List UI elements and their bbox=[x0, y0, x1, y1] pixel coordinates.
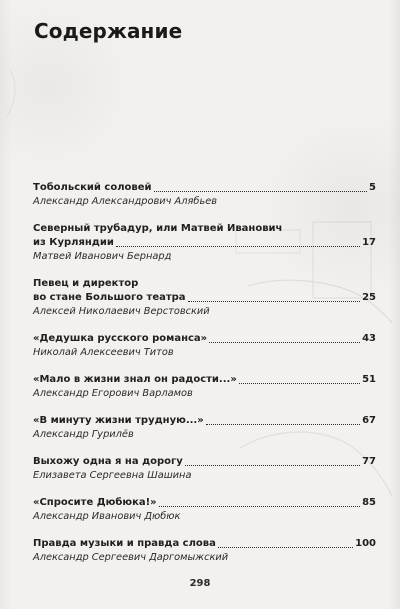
toc-page-number: 85 bbox=[362, 497, 376, 508]
toc-title-line bbox=[33, 277, 376, 291]
toc-entry-7 bbox=[33, 455, 376, 483]
toc-author: Александр Иванович Дюбюк bbox=[33, 511, 181, 522]
leader-dots bbox=[218, 547, 353, 548]
toc-entry-2 bbox=[33, 222, 376, 264]
toc-author: Александр Егорович Варламов bbox=[33, 388, 193, 399]
toc-title-line bbox=[33, 414, 376, 428]
toc-page-number: 25 bbox=[362, 292, 376, 303]
toc-entry-title: «Спросите Дюбюка!» bbox=[33, 497, 157, 508]
toc-entry-title-continued: из Курляндии bbox=[33, 237, 114, 248]
toc-title-line bbox=[33, 496, 376, 510]
toc-author: Александр Сергеевич Даргомыжский bbox=[33, 552, 229, 563]
toc-page-number: 100 bbox=[355, 538, 376, 549]
toc-title-line bbox=[33, 291, 376, 305]
toc-entry-1 bbox=[33, 181, 376, 209]
toc-page-number: 67 bbox=[362, 415, 376, 426]
toc-page-number: 43 bbox=[362, 333, 376, 344]
toc-entry-title-continued: во стане Большого театра bbox=[33, 292, 186, 303]
toc-entry-title: Певец и директор bbox=[33, 278, 139, 289]
table-of-contents bbox=[33, 181, 376, 565]
toc-page-number: 77 bbox=[362, 456, 376, 467]
toc-entry-9 bbox=[33, 537, 376, 565]
toc-author: Матвей Иванович Бернард bbox=[33, 251, 172, 262]
leader-dots bbox=[154, 191, 368, 192]
toc-page-number: 51 bbox=[362, 374, 376, 385]
leader-dots bbox=[116, 246, 360, 247]
toc-entry-8 bbox=[33, 496, 376, 524]
toc-author: Александр Александрович Алябьев bbox=[33, 196, 218, 207]
toc-title-line bbox=[33, 373, 376, 387]
toc-entry-title: «В минуту жизни трудную...» bbox=[33, 415, 204, 426]
toc-title-line bbox=[33, 455, 376, 469]
toc-entry-title: Выхожу одна я на дорогу bbox=[33, 456, 183, 467]
toc-author: Николай Алексеевич Титов bbox=[33, 347, 174, 358]
toc-entry-title: Северный трубадур, или Матвей Иванович bbox=[33, 223, 283, 234]
toc-page-number: 5 bbox=[369, 182, 376, 193]
toc-entry-3 bbox=[33, 277, 376, 319]
toc-title-line bbox=[33, 236, 376, 250]
toc-entry-5 bbox=[33, 373, 376, 401]
leader-dots bbox=[209, 342, 360, 343]
toc-page-number: 17 bbox=[362, 237, 376, 248]
toc-author: Александр Гурилёв bbox=[33, 429, 134, 440]
leader-dots bbox=[159, 506, 360, 507]
toc-title-line bbox=[33, 537, 376, 551]
toc-entry-title: Тобольский соловей bbox=[33, 182, 152, 193]
toc-author: Елизавета Сергеевна Шашина bbox=[33, 470, 192, 481]
page-number: 298 bbox=[189, 578, 211, 589]
page-title: Содержание bbox=[34, 19, 183, 43]
toc-author: Алексей Николаевич Верстовский bbox=[33, 306, 210, 317]
toc-title-line bbox=[33, 332, 376, 346]
leader-dots bbox=[185, 465, 360, 466]
toc-title-line bbox=[33, 222, 376, 236]
leader-dots bbox=[206, 424, 360, 425]
leader-dots bbox=[188, 301, 361, 302]
toc-entry-title: «Мало в жизни знал он радости...» bbox=[33, 374, 237, 385]
leader-dots bbox=[239, 383, 360, 384]
toc-entry-6 bbox=[33, 414, 376, 442]
toc-entry-title: Правда музыки и правда слова bbox=[33, 538, 216, 549]
toc-entry-title: «Дедушка русского романса» bbox=[33, 333, 208, 344]
toc-title-line bbox=[33, 181, 376, 195]
toc-entry-4 bbox=[33, 332, 376, 360]
